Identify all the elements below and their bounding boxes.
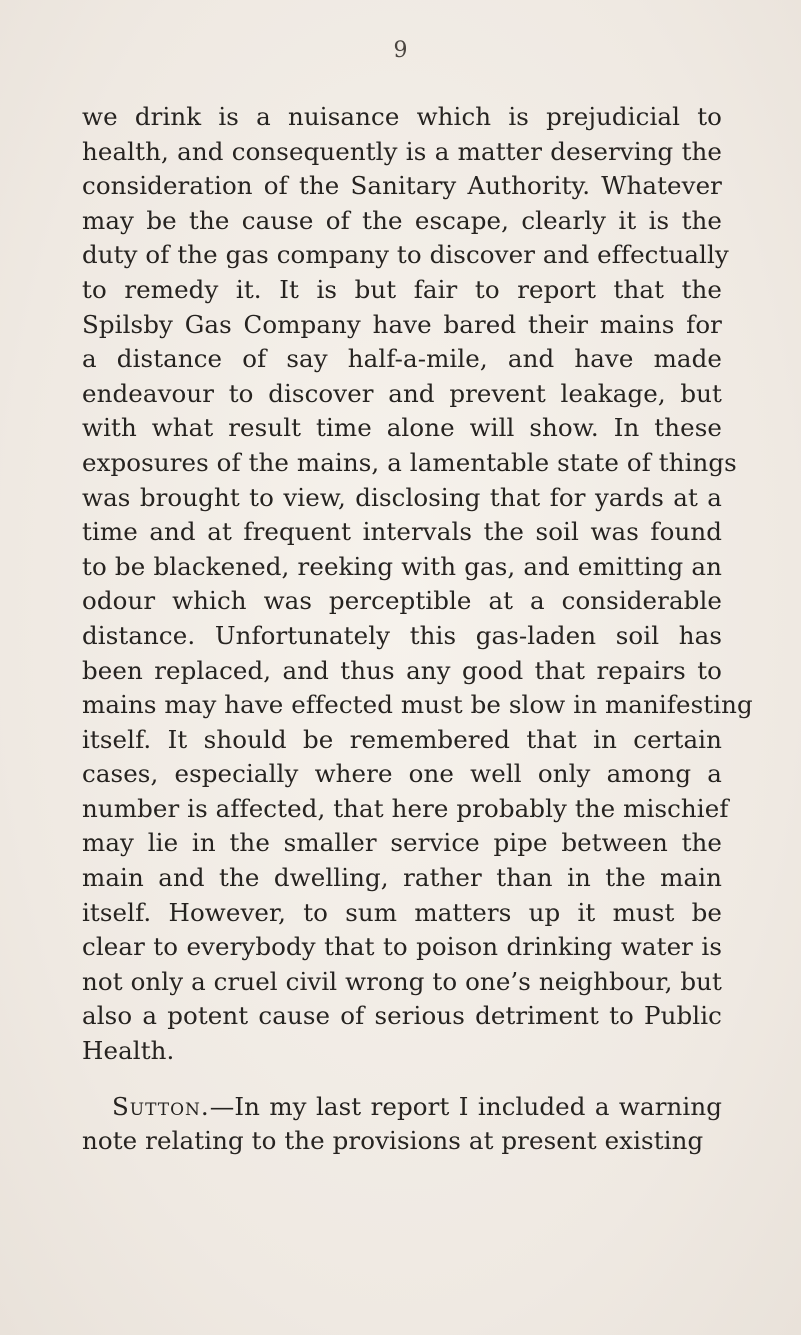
text-line: number is affected, that here probably the mischief [82,793,729,823]
text-line-content: —In my last report I included a warning [209,1091,722,1121]
text-line: was brought to view, disclosing that for yards at a [82,482,722,512]
text-line: been replaced, and thus any good that repairs to [82,655,722,685]
text-line: also a potent cause of serious detriment to Public [82,1001,722,1031]
text-line [82,1090,722,1125]
text-line: distance. Unfortunately this gas-laden soil has [82,620,722,650]
text-line: itself. It should be remembered that in certain [82,724,722,754]
text-line: note relating to the provisions at present existing [82,1126,704,1156]
text-line: not only a cruel civil wrong to one’s neighbour, but [82,966,722,996]
text-line: mains may have effected must be slow in manifesting [82,690,753,720]
paragraph-sutton [82,1090,722,1159]
text-line: time and at frequent intervals the soil was found [82,517,722,547]
text-line: we drink is a nuisance which is prejudicial to [82,102,722,131]
text-line: may be the cause of the escape, clearly it is the [82,205,722,235]
text-line: to remedy it. It is but fair to report that the [82,274,722,304]
section-heading-sutton: Sutton. [112,1091,210,1121]
text-line: may lie in the smaller service pipe between the [82,828,722,858]
text-line: main and the dwelling, rather than in the main [82,863,722,893]
page-number: 9 [393,38,408,63]
text-line: consideration of the Sanitary Authority. Whatever [82,171,722,201]
body-text [82,100,753,1159]
text-line: exposures of the mains, a lamentable state of things [82,447,737,477]
text-line: with what result time alone will show. In these [82,413,722,443]
text-line: health, and consequently is a matter deserving the [82,136,722,166]
text-line: duty of the gas company to discover and effectually [82,240,729,270]
text-line: endeavour to discover and prevent leakage, but [82,378,722,408]
text-line: a distance of say half-a-mile, and have made [82,344,722,374]
text-line: Spilsby Gas Company have bared their mains for [82,309,722,339]
text-line: clear to everybody that to poison drinking water is [82,932,722,962]
paragraph-sanitary [82,100,753,1069]
text-line: to be blackened, reeking with gas, and emitting an [82,551,722,581]
text-line: itself. However, to sum matters up it must be [82,897,722,927]
text-line: cases, especially where one well only among a [82,759,722,789]
text-line: odour which was perceptible at a considerable [82,586,722,616]
paragraph-gap [82,1069,722,1090]
text-line: Health. [82,1036,175,1066]
